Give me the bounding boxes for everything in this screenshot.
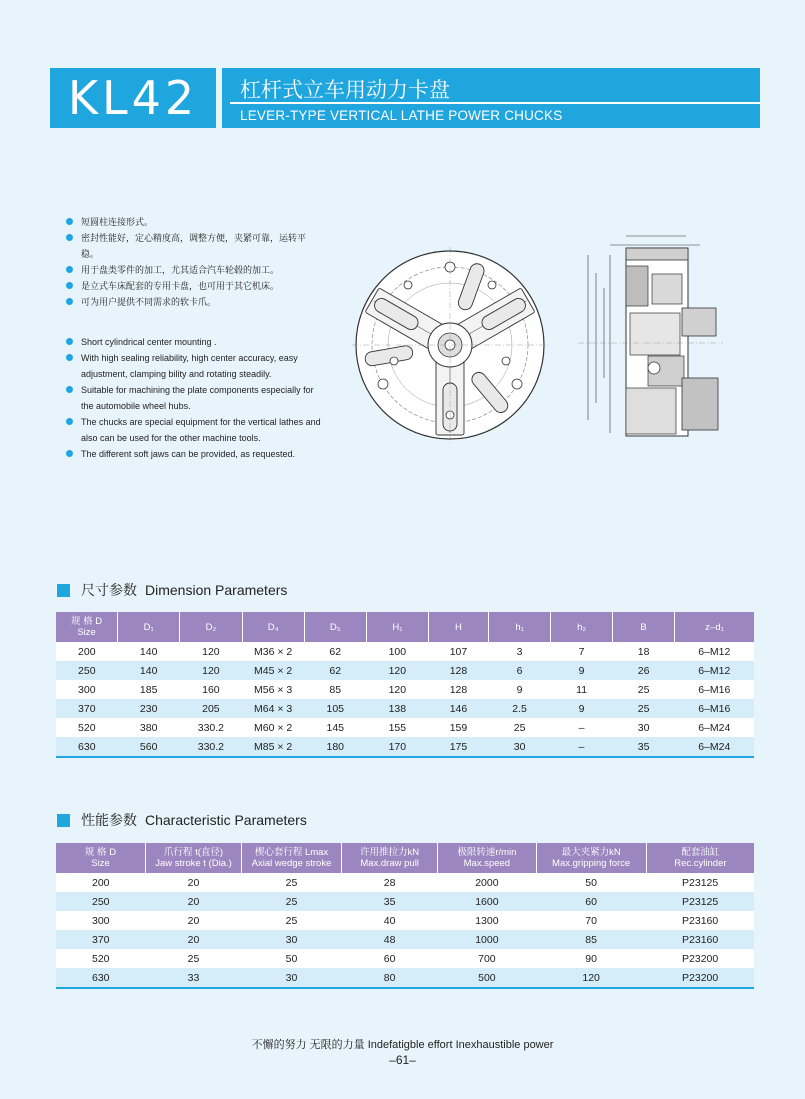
characteristic-table [56, 843, 754, 989]
model-code: KL42 [67, 71, 199, 125]
table-cell: 6–M16 [675, 680, 754, 699]
column-header [536, 843, 646, 873]
table-cell: 6–M16 [675, 699, 754, 718]
column-header-label: D₁ [143, 621, 154, 633]
table-cell: 9 [551, 699, 613, 718]
table-cell: 25 [146, 949, 242, 968]
table-cell: 7 [551, 642, 613, 661]
table-cell: 500 [438, 968, 536, 988]
column-header-label: B [640, 621, 647, 633]
table-cell: 6–M12 [675, 642, 754, 661]
table-cell: 140 [118, 661, 180, 680]
chuck-side-section-drawing [578, 228, 723, 443]
table-cell: 3 [489, 642, 551, 661]
table-cell: 80 [342, 968, 438, 988]
characteristic-title-cn: 性能参数 [81, 812, 137, 828]
table-cell: 90 [536, 949, 646, 968]
table-cell: 250 [56, 892, 146, 911]
table-cell: 25 [613, 699, 675, 718]
column-header [366, 612, 428, 642]
table-cell: 380 [118, 718, 180, 737]
table-cell: 520 [56, 949, 146, 968]
feature-item: 密封性能好，定心精度高，调整方便，夹紧可靠，运转平稳。 [66, 230, 316, 262]
column-header [304, 612, 366, 642]
table-cell: 11 [551, 680, 613, 699]
column-header-label: 最大夹紧力kN [561, 847, 621, 858]
table-row [56, 699, 754, 718]
table-cell: M36 × 2 [242, 642, 304, 661]
table-cell: 6–M12 [675, 661, 754, 680]
table-row [56, 949, 754, 968]
table-cell: 200 [56, 873, 146, 892]
table-cell: 35 [342, 892, 438, 911]
table-row [56, 930, 754, 949]
table-cell: 700 [438, 949, 536, 968]
table-cell: 120 [536, 968, 646, 988]
feature-item: 是立式车床配套的专用卡盘，也可用于其它机床。 [66, 278, 316, 294]
section-marker [57, 584, 70, 597]
table-cell: 30 [242, 968, 342, 988]
dimension-section-heading [57, 580, 287, 600]
feature-item: 可为用户提供不同需求的软卡爪。 [66, 294, 316, 310]
table-row [56, 737, 754, 757]
table-cell: 140 [118, 642, 180, 661]
chuck-front-view-drawing [350, 245, 550, 445]
features-chinese-list [66, 214, 316, 310]
column-header-label: 配套油缸 [681, 847, 720, 858]
column-header [613, 612, 675, 642]
table-cell: 25 [242, 911, 342, 930]
column-header [551, 612, 613, 642]
table-cell: 9 [489, 680, 551, 699]
table-cell: 62 [304, 661, 366, 680]
table-cell: 30 [613, 718, 675, 737]
column-header [438, 843, 536, 873]
table-cell: 33 [146, 968, 242, 988]
table-cell: 28 [342, 873, 438, 892]
table-cell: 2000 [438, 873, 536, 892]
dimension-title-en: Dimension Parameters [145, 582, 288, 598]
table-cell: 300 [56, 911, 146, 930]
column-header-label: D₅ [329, 621, 341, 633]
table-cell: 62 [304, 642, 366, 661]
table-cell: 630 [56, 737, 118, 757]
table-cell: – [551, 737, 613, 757]
dimension-title-cn: 尺寸参数 [81, 582, 137, 598]
table-cell: 6–M24 [675, 737, 754, 757]
table-cell: 107 [428, 642, 488, 661]
column-header-sublabel: Size [77, 627, 96, 638]
column-header [56, 843, 146, 873]
table-cell: 155 [366, 718, 428, 737]
table-cell: 560 [118, 737, 180, 757]
table-cell: 20 [146, 873, 242, 892]
table-cell: 159 [428, 718, 488, 737]
table-cell: 85 [536, 930, 646, 949]
table-row [56, 968, 754, 988]
features-english-list [66, 334, 326, 462]
column-header-label: H₁ [392, 621, 403, 633]
table-cell: 2.5 [489, 699, 551, 718]
column-header-sublabel: Max.draw pull [360, 858, 419, 869]
table-cell: 630 [56, 968, 146, 988]
table-cell: 50 [242, 949, 342, 968]
table-row [56, 680, 754, 699]
column-header-label: 许用推拉力kN [360, 847, 420, 858]
table-cell: 120 [180, 661, 242, 680]
column-header [56, 612, 118, 642]
table-cell: 20 [146, 930, 242, 949]
table-cell: P23200 [646, 968, 754, 988]
column-header-label: 楔心套行程 Lmax [254, 847, 329, 858]
table-cell: 20 [146, 911, 242, 930]
table-cell: 6–M24 [675, 718, 754, 737]
feature-item: 短圆柱连接形式。 [66, 214, 316, 230]
table-cell: 120 [366, 661, 428, 680]
table-cell: 60 [536, 892, 646, 911]
column-header-label: 规 格 D [71, 616, 103, 627]
column-header [118, 612, 180, 642]
table-cell: 520 [56, 718, 118, 737]
table-header-row [56, 843, 754, 873]
column-header-label: H [455, 621, 462, 633]
column-header [342, 843, 438, 873]
footer-slogan: 不懈的努力 无限的力量 Indefatigble effort Inexhaustible power [251, 1039, 554, 1051]
column-header [428, 612, 488, 642]
column-header-label: h₂ [577, 621, 587, 633]
table-cell: 40 [342, 911, 438, 930]
feature-item: The different soft jaws can be provided, as requested. [66, 446, 326, 462]
table-cell: 1300 [438, 911, 536, 930]
table-cell: 105 [304, 699, 366, 718]
table-cell: 20 [146, 892, 242, 911]
column-header-label: z–d₁ [705, 621, 724, 633]
table-cell: 50 [536, 873, 646, 892]
table-cell: 370 [56, 699, 118, 718]
table-cell: 370 [56, 930, 146, 949]
column-header-label: D₄ [267, 621, 279, 633]
column-header [646, 843, 754, 873]
table-cell: 145 [304, 718, 366, 737]
table-cell: 35 [613, 737, 675, 757]
column-header-label: 规 格 D [84, 847, 117, 858]
table-cell: 120 [366, 680, 428, 699]
table-cell: 330.2 [180, 737, 242, 757]
section-marker [57, 814, 70, 827]
table-cell: 25 [242, 873, 342, 892]
column-header-label: h₁ [515, 621, 524, 633]
table-cell: 100 [366, 642, 428, 661]
table-row [56, 911, 754, 930]
table-cell: P23160 [646, 911, 754, 930]
table-cell: P23125 [646, 892, 754, 911]
column-header-label: 极限转速r/min [457, 847, 517, 858]
table-cell: 146 [428, 699, 488, 718]
column-header-sublabel: Size [91, 858, 110, 869]
feature-item: With high sealing reliability, high center accuracy, easy adjustment, clamping bility and rotating steadily. [66, 350, 326, 382]
table-cell: 300 [56, 680, 118, 699]
table-cell: 1000 [438, 930, 536, 949]
table-cell: 18 [613, 642, 675, 661]
feature-item: Short cylindrical center mounting . [66, 334, 326, 350]
table-cell: 60 [342, 949, 438, 968]
table-cell: 330.2 [180, 718, 242, 737]
model-badge [50, 68, 216, 128]
table-cell: 25 [613, 680, 675, 699]
table-cell: 9 [551, 661, 613, 680]
table-cell: 85 [304, 680, 366, 699]
column-header-label: D₂ [205, 621, 217, 633]
table-header-row [56, 612, 754, 642]
table-cell: M64 × 3 [242, 699, 304, 718]
title-chinese: 杠杆式立车用动力卡盘 [240, 78, 450, 102]
column-header-sublabel: Axial wedge stroke [251, 858, 332, 869]
table-cell: P23160 [646, 930, 754, 949]
characteristic-section-heading [57, 810, 307, 830]
feature-item: Suitable for machining the plate components especially for the automobile wheel hubs. [66, 382, 326, 414]
table-cell: 138 [366, 699, 428, 718]
column-header-sublabel: Rec.cylinder [674, 858, 727, 869]
table-cell: 160 [180, 680, 242, 699]
column-header [675, 612, 754, 642]
table-cell: 1600 [438, 892, 536, 911]
table-cell: 205 [180, 699, 242, 718]
table-cell: 185 [118, 680, 180, 699]
title-english: LEVER-TYPE VERTICAL LATHE POWER CHUCKS [240, 108, 563, 123]
column-header [242, 612, 304, 642]
table-row [56, 892, 754, 911]
column-header [242, 843, 342, 873]
table-cell: 250 [56, 661, 118, 680]
table-cell: 180 [304, 737, 366, 757]
table-row [56, 873, 754, 892]
table-cell: M56 × 3 [242, 680, 304, 699]
table-cell: 48 [342, 930, 438, 949]
table-cell: P23200 [646, 949, 754, 968]
title-banner [222, 68, 760, 128]
column-header-label: 爪行程 t(直径) [163, 847, 224, 858]
table-row [56, 718, 754, 737]
table-cell: 70 [536, 911, 646, 930]
title-divider [230, 102, 760, 104]
column-header-sublabel: Max.speed [463, 858, 511, 869]
characteristic-title-en: Characteristic Parameters [145, 812, 307, 828]
table-cell: 120 [180, 642, 242, 661]
dimension-table [56, 612, 754, 758]
feature-item: 用于盘类零件的加工，尤其适合汽车轮毂的加工。 [66, 262, 316, 278]
table-cell: 25 [242, 892, 342, 911]
column-header-sublabel: Max.gripping force [552, 858, 631, 869]
page-number: –61– [389, 1053, 416, 1067]
table-cell: M60 × 2 [242, 718, 304, 737]
table-cell: 200 [56, 642, 118, 661]
table-cell: 30 [242, 930, 342, 949]
table-cell: M45 × 2 [242, 661, 304, 680]
table-cell: 128 [428, 680, 488, 699]
column-header [489, 612, 551, 642]
table-cell: 170 [366, 737, 428, 757]
table-cell: 230 [118, 699, 180, 718]
table-row [56, 661, 754, 680]
table-cell: 175 [428, 737, 488, 757]
table-cell: – [551, 718, 613, 737]
table-cell: 30 [489, 737, 551, 757]
table-cell: 25 [489, 718, 551, 737]
column-header-sublabel: Jaw stroke t (Dia.) [155, 858, 232, 869]
table-cell: 6 [489, 661, 551, 680]
table-cell: 26 [613, 661, 675, 680]
table-cell: M85 × 2 [242, 737, 304, 757]
column-header [146, 843, 242, 873]
table-cell: P23125 [646, 873, 754, 892]
table-cell: 128 [428, 661, 488, 680]
table-row [56, 642, 754, 661]
feature-item: The chucks are special equipment for the vertical lathes and also can be used for the other machine tools. [66, 414, 326, 446]
column-header [180, 612, 242, 642]
